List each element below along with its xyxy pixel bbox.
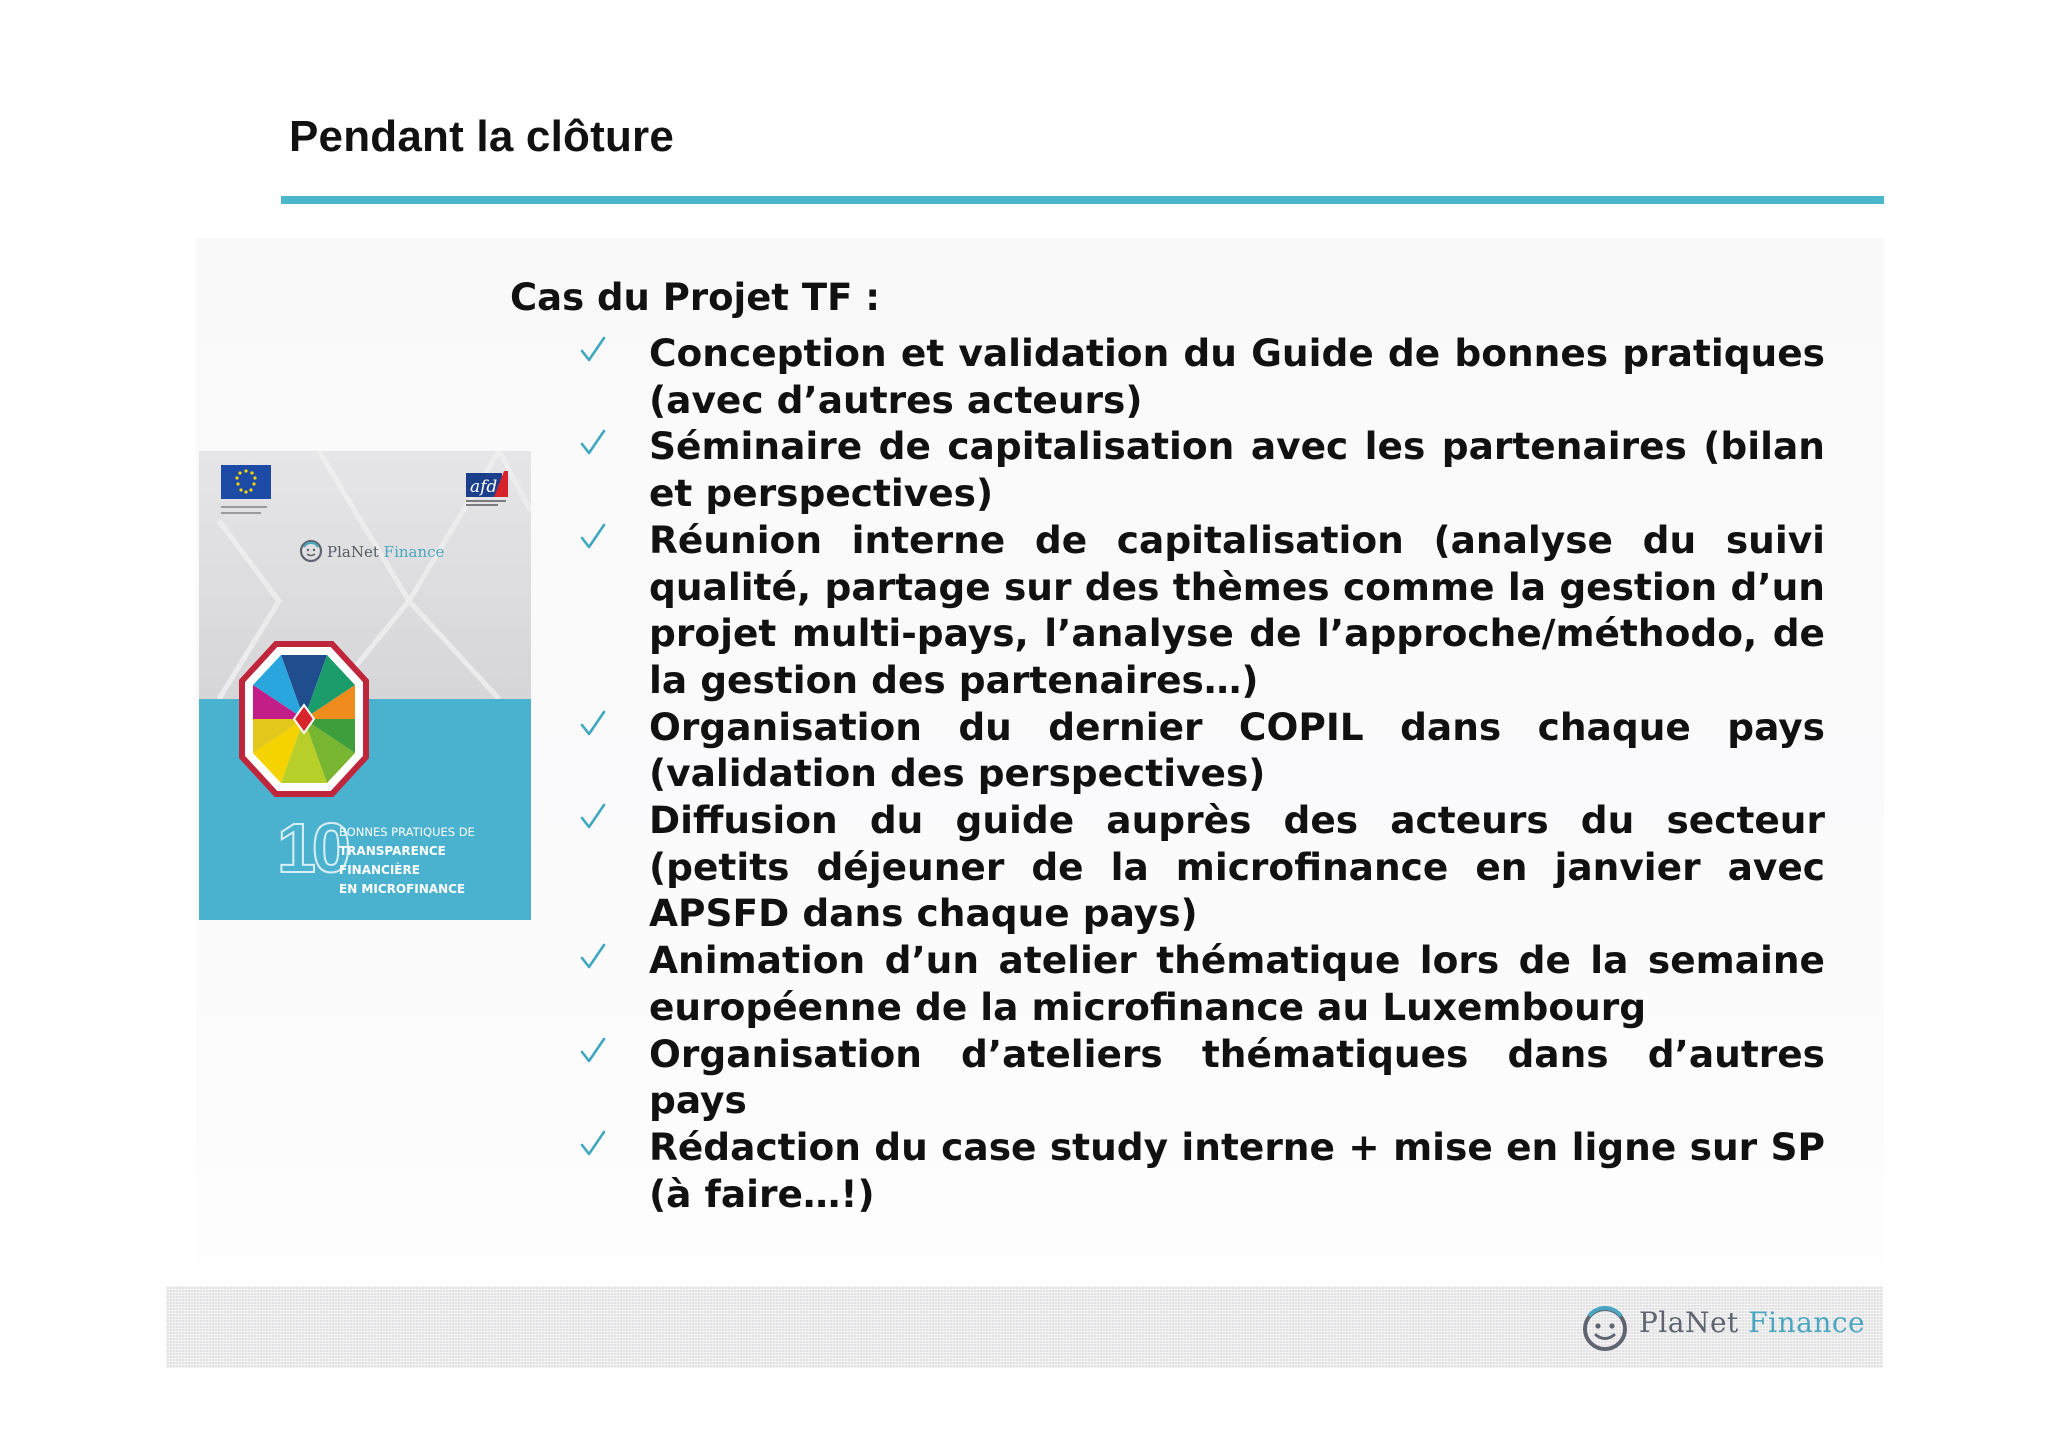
- cover-subtitle-line1: BONNES PRATIQUES DE: [339, 825, 475, 839]
- section-heading: Cas du Projet TF :: [510, 276, 881, 319]
- check-mark-icon: [580, 1124, 610, 1170]
- checklist-item: [580, 797, 1825, 937]
- checklist-item-text: Réunion interne de capitalisation (analyse du suivi qualité, partage sur des thèmes comme la gestion d’un projet multi-pays, l’analyse de l’approche/méthodo, de la gestion des partenaires…): [649, 517, 1825, 702]
- afd-logo-icon: [464, 467, 509, 509]
- checklist-item: [580, 1031, 1825, 1124]
- guide-cover-image: [199, 451, 531, 920]
- check-mark-icon: [580, 797, 610, 843]
- check-mark-icon: [580, 937, 610, 983]
- title-underline: [281, 196, 1884, 204]
- svg-text:afd: afd: [470, 477, 498, 497]
- checklist-item-text: Organisation du dernier COPIL dans chaque pays (validation des perspectives): [649, 704, 1825, 796]
- check-mark-icon: [580, 704, 610, 750]
- cover-brand-planet: PlaNet: [327, 543, 379, 561]
- cover-number: 10: [277, 809, 347, 887]
- checklist-item: [580, 937, 1825, 1030]
- checklist-item-text: Organisation d’ateliers thématiques dans d’autres pays: [649, 1031, 1825, 1123]
- footer-logo-finance: Finance: [1748, 1306, 1866, 1339]
- cover-subtitle-line3: EN MICROFINANCE: [339, 882, 466, 896]
- checklist: [580, 330, 1825, 1217]
- cover-brand-name: [327, 543, 444, 561]
- footer-logo-text: [1639, 1306, 1865, 1339]
- checklist-item-text: Séminaire de capitalisation avec les partenaires (bilan et perspectives): [649, 424, 1825, 516]
- checklist-item-text: Conception et validation du Guide de bonnes pratiques (avec d’autres acteurs): [649, 331, 1825, 422]
- planet-finance-logo-icon: [299, 537, 323, 565]
- check-mark-icon: [580, 330, 610, 376]
- checklist-item: [580, 423, 1825, 516]
- check-mark-icon: [580, 517, 610, 563]
- checklist-item-text: Animation d’un atelier thématique lors de la semaine européenne de la microfinance au Luxembourg: [649, 938, 1825, 1029]
- checklist-item-text: Diffusion du guide auprès des acteurs du secteur (petits déjeuner de la microfinance en janvier avec APSFD dans chaque pays): [649, 798, 1825, 936]
- checklist-item: [580, 330, 1825, 423]
- eu-flag-icon: [221, 465, 271, 499]
- cover-brand-finance: Finance: [383, 543, 445, 561]
- check-mark-icon: [580, 1031, 610, 1077]
- checklist-item: [580, 704, 1825, 797]
- footer-logo-planet: PlaNet: [1639, 1306, 1739, 1339]
- checklist-item-text: Rédaction du case study interne + mise en ligne sur SP (à faire…!): [649, 1124, 1825, 1216]
- slide-title: Pendant la clôture: [289, 112, 675, 161]
- cover-subtitle-line2: TRANSPARENCE FINANCIÈRE: [339, 844, 446, 877]
- eu-caption-icon: [221, 503, 281, 517]
- check-mark-icon: [580, 423, 610, 469]
- hexagon-emblem-icon: [239, 641, 369, 797]
- planet-finance-logo-icon: [1581, 1296, 1629, 1358]
- checklist-item: [580, 1124, 1825, 1217]
- cover-subtitle: [339, 823, 529, 899]
- checklist-item: [580, 517, 1825, 704]
